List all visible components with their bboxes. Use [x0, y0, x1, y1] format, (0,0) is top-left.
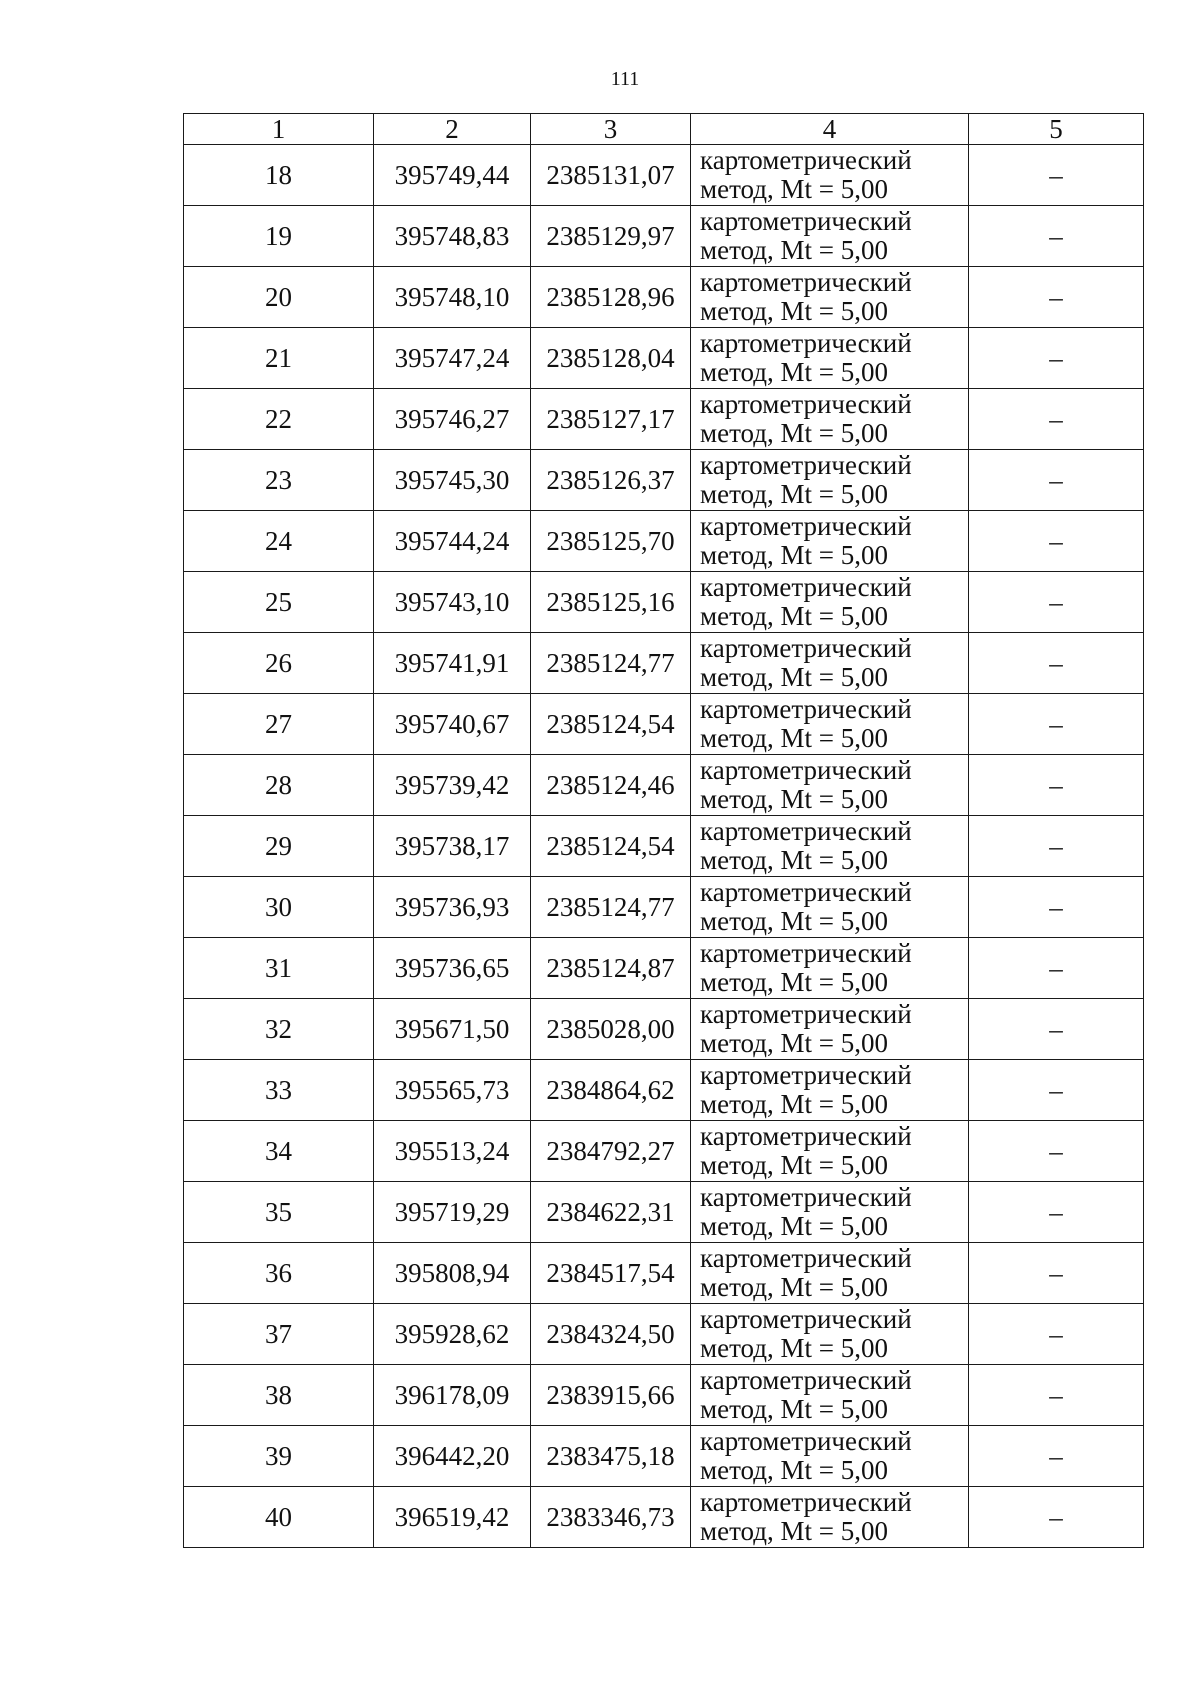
method-cell: [691, 1365, 969, 1426]
x-coordinate-cell: 395744,24: [374, 511, 531, 572]
method-line-2: метод, Mt = 5,00: [700, 1272, 888, 1302]
method-line-2: метод, Mt = 5,00: [700, 296, 888, 326]
method-cell: [691, 1487, 969, 1548]
note-cell: –: [969, 1243, 1144, 1304]
method-line-1: картометрический: [700, 999, 912, 1029]
note-cell: –: [969, 206, 1144, 267]
table-row: [184, 450, 1144, 511]
y-coordinate-cell: 2385124,54: [531, 694, 691, 755]
method-line-2: метод, Mt = 5,00: [700, 1211, 888, 1241]
y-coordinate-cell: 2385124,77: [531, 633, 691, 694]
method-line-2: метод, Mt = 5,00: [700, 784, 888, 814]
note-cell: –: [969, 1121, 1144, 1182]
point-number-cell: 29: [184, 816, 374, 877]
note-cell: –: [969, 633, 1144, 694]
method-line-1: картометрический: [700, 450, 912, 480]
note-cell: –: [969, 694, 1144, 755]
table-row: [184, 206, 1144, 267]
y-coordinate-cell: 2385124,54: [531, 816, 691, 877]
method-cell: [691, 938, 969, 999]
point-number-cell: 31: [184, 938, 374, 999]
point-number-cell: 32: [184, 999, 374, 1060]
note-cell: –: [969, 572, 1144, 633]
table-row: [184, 511, 1144, 572]
x-coordinate-cell: 396519,42: [374, 1487, 531, 1548]
y-coordinate-cell: 2384792,27: [531, 1121, 691, 1182]
table-row: [184, 999, 1144, 1060]
method-line-1: картометрический: [700, 1243, 912, 1273]
y-coordinate-cell: 2385125,70: [531, 511, 691, 572]
x-coordinate-cell: 395748,10: [374, 267, 531, 328]
column-header: 5: [969, 114, 1144, 145]
method-line-2: метод, Mt = 5,00: [700, 1394, 888, 1424]
method-cell: [691, 633, 969, 694]
method-line-2: метод, Mt = 5,00: [700, 1333, 888, 1363]
method-line-1: картометрический: [700, 633, 912, 663]
method-line-2: метод, Mt = 5,00: [700, 662, 888, 692]
column-header: 4: [691, 114, 969, 145]
method-line-2: метод, Mt = 5,00: [700, 1150, 888, 1180]
point-number-cell: 26: [184, 633, 374, 694]
column-header: 1: [184, 114, 374, 145]
method-cell: [691, 816, 969, 877]
note-cell: –: [969, 450, 1144, 511]
point-number-cell: 27: [184, 694, 374, 755]
y-coordinate-cell: 2384622,31: [531, 1182, 691, 1243]
point-number-cell: 38: [184, 1365, 374, 1426]
y-coordinate-cell: 2385124,77: [531, 877, 691, 938]
method-line-2: метод, Mt = 5,00: [700, 174, 888, 204]
table-row: [184, 267, 1144, 328]
table-row: [184, 1304, 1144, 1365]
table-row: [184, 938, 1144, 999]
x-coordinate-cell: 395736,65: [374, 938, 531, 999]
table-row: [184, 1243, 1144, 1304]
method-line-1: картометрический: [700, 938, 912, 968]
method-cell: [691, 999, 969, 1060]
x-coordinate-cell: 395748,83: [374, 206, 531, 267]
note-cell: –: [969, 267, 1144, 328]
method-cell: [691, 1121, 969, 1182]
method-line-2: метод, Mt = 5,00: [700, 1516, 888, 1546]
method-line-2: метод, Mt = 5,00: [700, 540, 888, 570]
x-coordinate-cell: 395565,73: [374, 1060, 531, 1121]
y-coordinate-cell: 2384864,62: [531, 1060, 691, 1121]
table-row: [184, 633, 1144, 694]
note-cell: –: [969, 328, 1144, 389]
method-line-1: картометрический: [700, 145, 912, 175]
method-cell: [691, 389, 969, 450]
x-coordinate-cell: 395928,62: [374, 1304, 531, 1365]
note-cell: –: [969, 1487, 1144, 1548]
method-cell: [691, 1182, 969, 1243]
method-line-1: картометрический: [700, 1060, 912, 1090]
method-cell: [691, 450, 969, 511]
y-coordinate-cell: 2385126,37: [531, 450, 691, 511]
method-line-1: картометрический: [700, 877, 912, 907]
note-cell: –: [969, 816, 1144, 877]
method-line-1: картометрический: [700, 267, 912, 297]
method-line-2: метод, Mt = 5,00: [700, 723, 888, 753]
point-number-cell: 30: [184, 877, 374, 938]
method-cell: [691, 206, 969, 267]
method-line-1: картометрический: [700, 1182, 912, 1212]
method-line-1: картометрический: [700, 511, 912, 541]
method-line-1: картометрический: [700, 572, 912, 602]
method-cell: [691, 1426, 969, 1487]
point-number-cell: 20: [184, 267, 374, 328]
x-coordinate-cell: 395746,27: [374, 389, 531, 450]
y-coordinate-cell: 2385129,97: [531, 206, 691, 267]
point-number-cell: 19: [184, 206, 374, 267]
method-line-2: метод, Mt = 5,00: [700, 906, 888, 936]
method-cell: [691, 267, 969, 328]
table-row: [184, 145, 1144, 206]
x-coordinate-cell: 395671,50: [374, 999, 531, 1060]
x-coordinate-cell: 395749,44: [374, 145, 531, 206]
method-line-1: картометрический: [700, 1365, 912, 1395]
table-row: [184, 1060, 1144, 1121]
note-cell: –: [969, 511, 1144, 572]
x-coordinate-cell: 395740,67: [374, 694, 531, 755]
method-line-1: картометрический: [700, 755, 912, 785]
point-number-cell: 34: [184, 1121, 374, 1182]
y-coordinate-cell: 2385127,17: [531, 389, 691, 450]
x-coordinate-cell: 396442,20: [374, 1426, 531, 1487]
y-coordinate-cell: 2384517,54: [531, 1243, 691, 1304]
method-line-1: картометрический: [700, 328, 912, 358]
y-coordinate-cell: 2383915,66: [531, 1365, 691, 1426]
table-row: [184, 755, 1144, 816]
table-row: [184, 694, 1144, 755]
table-row: [184, 572, 1144, 633]
x-coordinate-cell: 395738,17: [374, 816, 531, 877]
method-cell: [691, 694, 969, 755]
note-cell: –: [969, 1060, 1144, 1121]
x-coordinate-cell: 395513,24: [374, 1121, 531, 1182]
note-cell: –: [969, 1365, 1144, 1426]
note-cell: –: [969, 999, 1144, 1060]
point-number-cell: 37: [184, 1304, 374, 1365]
method-cell: [691, 877, 969, 938]
x-coordinate-cell: 396178,09: [374, 1365, 531, 1426]
note-cell: –: [969, 1426, 1144, 1487]
y-coordinate-cell: 2385028,00: [531, 999, 691, 1060]
method-cell: [691, 572, 969, 633]
point-number-cell: 35: [184, 1182, 374, 1243]
method-line-2: метод, Mt = 5,00: [700, 1455, 888, 1485]
point-number-cell: 33: [184, 1060, 374, 1121]
table-row: [184, 1121, 1144, 1182]
table-row: [184, 816, 1144, 877]
method-line-1: картометрический: [700, 389, 912, 419]
method-cell: [691, 1060, 969, 1121]
y-coordinate-cell: 2385131,07: [531, 145, 691, 206]
note-cell: –: [969, 755, 1144, 816]
method-line-2: метод, Mt = 5,00: [700, 479, 888, 509]
table-row: [184, 1487, 1144, 1548]
coordinates-table: [183, 113, 1144, 1548]
method-line-1: картометрический: [700, 1426, 912, 1456]
point-number-cell: 21: [184, 328, 374, 389]
method-cell: [691, 145, 969, 206]
method-line-2: метод, Mt = 5,00: [700, 967, 888, 997]
method-line-1: картометрический: [700, 816, 912, 846]
method-line-1: картометрический: [700, 206, 912, 236]
y-coordinate-cell: 2385125,16: [531, 572, 691, 633]
method-cell: [691, 328, 969, 389]
column-header: 2: [374, 114, 531, 145]
method-line-2: метод, Mt = 5,00: [700, 357, 888, 387]
y-coordinate-cell: 2383346,73: [531, 1487, 691, 1548]
column-header: 3: [531, 114, 691, 145]
note-cell: –: [969, 1182, 1144, 1243]
x-coordinate-cell: 395747,24: [374, 328, 531, 389]
method-line-2: метод, Mt = 5,00: [700, 235, 888, 265]
note-cell: –: [969, 1304, 1144, 1365]
point-number-cell: 28: [184, 755, 374, 816]
y-coordinate-cell: 2385128,04: [531, 328, 691, 389]
table-row: [184, 1182, 1144, 1243]
x-coordinate-cell: 395808,94: [374, 1243, 531, 1304]
method-line-2: метод, Mt = 5,00: [700, 1028, 888, 1058]
method-line-2: метод, Mt = 5,00: [700, 601, 888, 631]
table-row: [184, 328, 1144, 389]
point-number-cell: 23: [184, 450, 374, 511]
table-header-row: [184, 114, 1144, 145]
y-coordinate-cell: 2385124,46: [531, 755, 691, 816]
y-coordinate-cell: 2384324,50: [531, 1304, 691, 1365]
x-coordinate-cell: 395719,29: [374, 1182, 531, 1243]
x-coordinate-cell: 395741,91: [374, 633, 531, 694]
point-number-cell: 39: [184, 1426, 374, 1487]
y-coordinate-cell: 2383475,18: [531, 1426, 691, 1487]
page-number: 111: [610, 68, 640, 90]
method-line-2: метод, Mt = 5,00: [700, 845, 888, 875]
method-cell: [691, 511, 969, 572]
note-cell: –: [969, 938, 1144, 999]
method-cell: [691, 1304, 969, 1365]
method-line-1: картометрический: [700, 1121, 912, 1151]
x-coordinate-cell: 395739,42: [374, 755, 531, 816]
method-line-1: картометрический: [700, 694, 912, 724]
point-number-cell: 18: [184, 145, 374, 206]
table-row: [184, 389, 1144, 450]
note-cell: –: [969, 145, 1144, 206]
y-coordinate-cell: 2385128,96: [531, 267, 691, 328]
method-cell: [691, 755, 969, 816]
method-line-1: картометрический: [700, 1487, 912, 1517]
method-line-2: метод, Mt = 5,00: [700, 418, 888, 448]
x-coordinate-cell: 395745,30: [374, 450, 531, 511]
y-coordinate-cell: 2385124,87: [531, 938, 691, 999]
point-number-cell: 36: [184, 1243, 374, 1304]
point-number-cell: 25: [184, 572, 374, 633]
note-cell: –: [969, 877, 1144, 938]
table-row: [184, 877, 1144, 938]
method-line-1: картометрический: [700, 1304, 912, 1334]
table-row: [184, 1426, 1144, 1487]
method-cell: [691, 1243, 969, 1304]
table-row: [184, 1365, 1144, 1426]
method-line-2: метод, Mt = 5,00: [700, 1089, 888, 1119]
point-number-cell: 22: [184, 389, 374, 450]
x-coordinate-cell: 395743,10: [374, 572, 531, 633]
table-body: [184, 145, 1144, 1548]
note-cell: –: [969, 389, 1144, 450]
x-coordinate-cell: 395736,93: [374, 877, 531, 938]
point-number-cell: 40: [184, 1487, 374, 1548]
point-number-cell: 24: [184, 511, 374, 572]
